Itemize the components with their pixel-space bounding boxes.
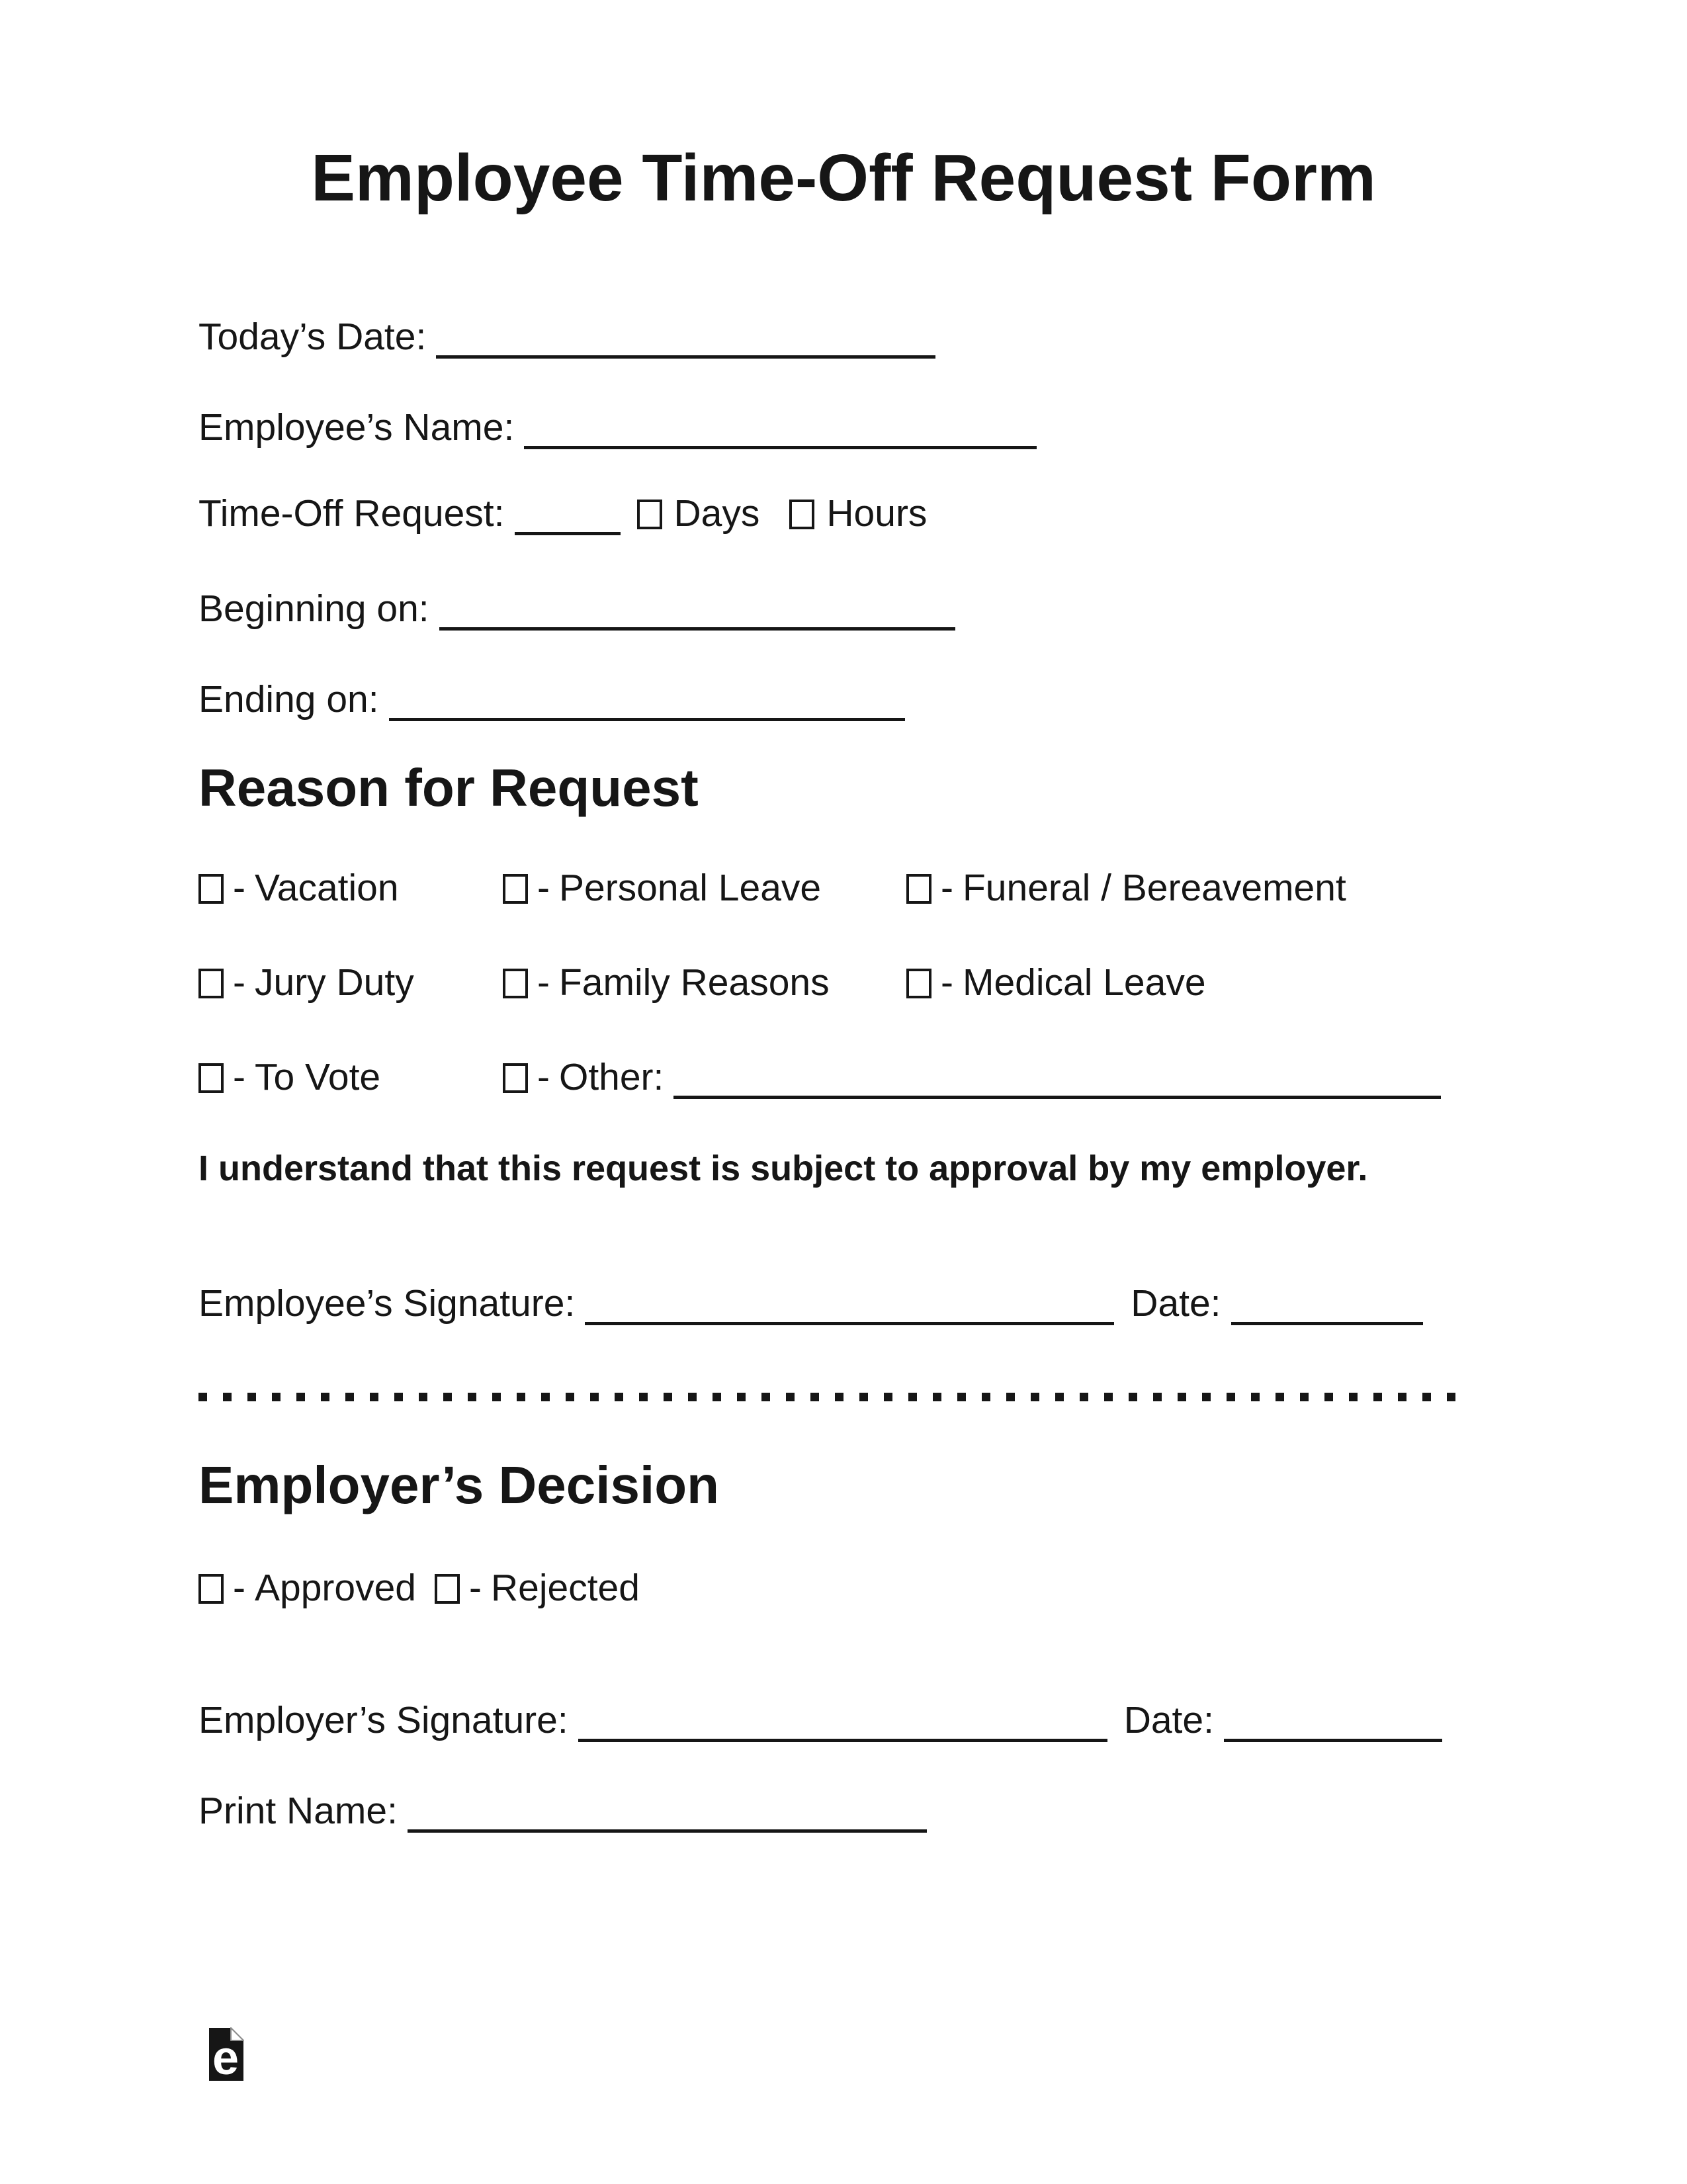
ending-on-label: Ending on: <box>198 678 379 721</box>
dashed-separator <box>198 1393 1459 1401</box>
vacation-label: Vacation <box>254 867 399 909</box>
employees-name-row <box>198 406 1037 449</box>
dash-separator: - <box>537 867 550 909</box>
rejected-checkbox[interactable] <box>435 1574 460 1604</box>
days-checkbox[interactable] <box>637 500 662 529</box>
dash-separator: - <box>233 1056 245 1098</box>
time-off-amount-field[interactable] <box>515 523 621 535</box>
decision-row <box>198 1569 640 1607</box>
print-name-row <box>198 1792 927 1833</box>
to-vote-label: To Vote <box>254 1056 381 1098</box>
document-icon <box>207 2027 245 2082</box>
vacation-option <box>198 867 399 909</box>
vacation-checkbox[interactable] <box>198 874 224 904</box>
time-off-request-label: Time-Off Request: <box>198 492 505 535</box>
employer-section-heading: Employer’s Decision <box>198 1456 719 1514</box>
dash-separator: - <box>233 867 245 909</box>
employer-date-label: Date: <box>1123 1699 1214 1741</box>
dash-separator: - <box>233 1567 245 1609</box>
employee-date-label: Date: <box>1131 1282 1221 1325</box>
employees-name-label: Employee’s Name: <box>198 406 515 449</box>
dash-separator: - <box>941 867 953 909</box>
employee-date-field[interactable] <box>1231 1313 1423 1325</box>
other-label: Other: <box>558 1056 664 1098</box>
employee-signature-field[interactable] <box>585 1313 1114 1325</box>
dash-separator: - <box>941 961 953 1004</box>
beginning-on-label: Beginning on: <box>198 588 429 630</box>
other-option <box>503 1056 1441 1099</box>
other-checkbox[interactable] <box>503 1063 528 1093</box>
ending-on-row <box>198 678 905 721</box>
family-reasons-checkbox[interactable] <box>503 969 528 998</box>
hours-label: Hours <box>826 492 928 535</box>
dash-separator: - <box>537 961 550 1004</box>
reason-row-3 <box>198 1056 664 1098</box>
jury-duty-checkbox[interactable] <box>198 969 224 998</box>
approved-label: Approved <box>254 1567 416 1609</box>
personal-leave-label: Personal Leave <box>558 867 822 909</box>
approval-statement: I understand that this request is subject to approval by my employer. <box>198 1149 1368 1188</box>
personal-leave-checkbox[interactable] <box>503 874 528 904</box>
eforms-logo <box>207 2027 245 2085</box>
jury-duty-option <box>198 961 414 1004</box>
reason-row-2 <box>198 961 1206 1004</box>
beginning-on-row <box>198 590 955 631</box>
medical-leave-option <box>906 961 1206 1004</box>
todays-date-field[interactable] <box>436 346 935 359</box>
funeral-bereavement-checkbox[interactable] <box>906 874 931 904</box>
employer-signature-label: Employer’s Signature: <box>198 1699 568 1741</box>
funeral-bereavement-option <box>906 869 1346 907</box>
employer-date-field[interactable] <box>1224 1729 1442 1742</box>
family-reasons-label: Family Reasons <box>558 961 830 1004</box>
reason-section-heading: Reason for Request <box>198 758 699 817</box>
other-field[interactable] <box>673 1086 1441 1099</box>
funeral-bereavement-label: Funeral / Bereavement <box>962 867 1346 909</box>
hours-checkbox[interactable] <box>789 500 814 529</box>
dash-separator: - <box>469 1567 482 1609</box>
dash-separator: - <box>233 961 245 1004</box>
to-vote-option <box>198 1056 380 1098</box>
print-name-label: Print Name: <box>198 1790 398 1832</box>
todays-date-label: Today’s Date: <box>198 316 427 358</box>
dash-separator: - <box>537 1056 550 1098</box>
time-off-request-row <box>198 492 928 535</box>
personal-leave-option <box>503 869 821 907</box>
print-name-field[interactable] <box>408 1820 927 1833</box>
employee-signature-label: Employee’s Signature: <box>198 1282 576 1325</box>
beginning-on-field[interactable] <box>439 618 955 631</box>
approved-checkbox[interactable] <box>198 1574 224 1604</box>
medical-leave-label: Medical Leave <box>962 961 1206 1004</box>
reason-row-1 <box>198 867 1346 909</box>
days-label: Days <box>673 492 760 535</box>
rejected-label: Rejected <box>490 1567 640 1609</box>
form-title: Employee Time-Off Request Form <box>311 141 1376 215</box>
employees-name-field[interactable] <box>524 437 1037 449</box>
to-vote-checkbox[interactable] <box>198 1063 224 1093</box>
ending-on-field[interactable] <box>389 709 905 721</box>
todays-date-row <box>198 318 935 359</box>
employee-signature-row <box>198 1282 1423 1325</box>
jury-duty-label: Jury Duty <box>254 961 414 1004</box>
medical-leave-checkbox[interactable] <box>906 969 931 998</box>
employer-signature-row <box>198 1699 1442 1742</box>
employer-signature-field[interactable] <box>578 1729 1107 1742</box>
logo-letter: e <box>212 2032 239 2082</box>
family-reasons-option <box>503 961 830 1004</box>
